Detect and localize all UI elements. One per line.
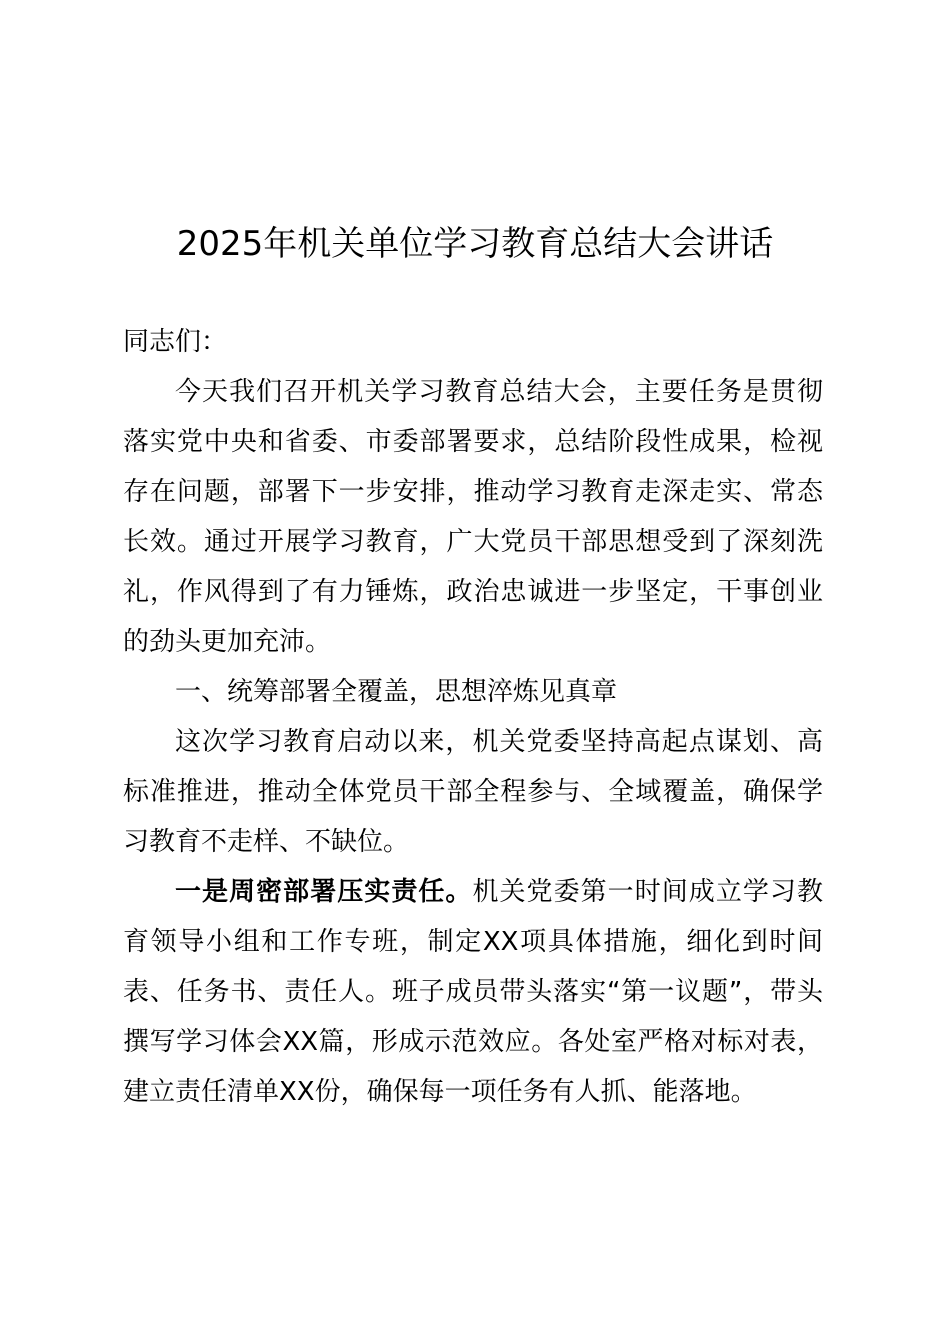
salutation: 同志们： [123, 327, 228, 357]
point-one-text: 机关党委第一时间成立学习教育领导小组和工作专班，制定XX项具体措施，细化到时间表、任务书、责任人。班子成员带头落实“第一议题”，带头撰写学习体会XX篇，形成示范效应。各处室严格对标对表，建立责任清单XX份，确保每一项任务有人抓、能落地。 [123, 877, 823, 1107]
opening-paragraph: 今天我们召开机关学习教育总结大会，主要任务是贯彻落实党中央和省委、市委部署要求，总结阶段性成果，检视存在问题，部署下一步安排，推动学习教育走深走实、常态长效。通过开展学习教育，广大党员干部思想受到了深刻洗礼，作风得到了有力锤炼，政治忠诚进一步坚定，干事创业的劲头更加充沛。 [123, 377, 823, 657]
document-title: 2025年机关单位学习教育总结大会讲话 [176, 224, 774, 264]
point-one-lead: 一是周密部署压实责任。 [175, 877, 473, 907]
section-intro-paragraph: 这次学习教育启动以来，机关党委坚持高起点谋划、高标准推进，推动全体党员干部全程参与、全域覆盖，确保学习教育不走样、不缺位。 [123, 727, 823, 857]
section-heading: 一、统筹部署全覆盖，思想淬炼见真章 [175, 677, 618, 707]
point-one-paragraph [123, 867, 823, 1117]
document-body [123, 317, 823, 1117]
